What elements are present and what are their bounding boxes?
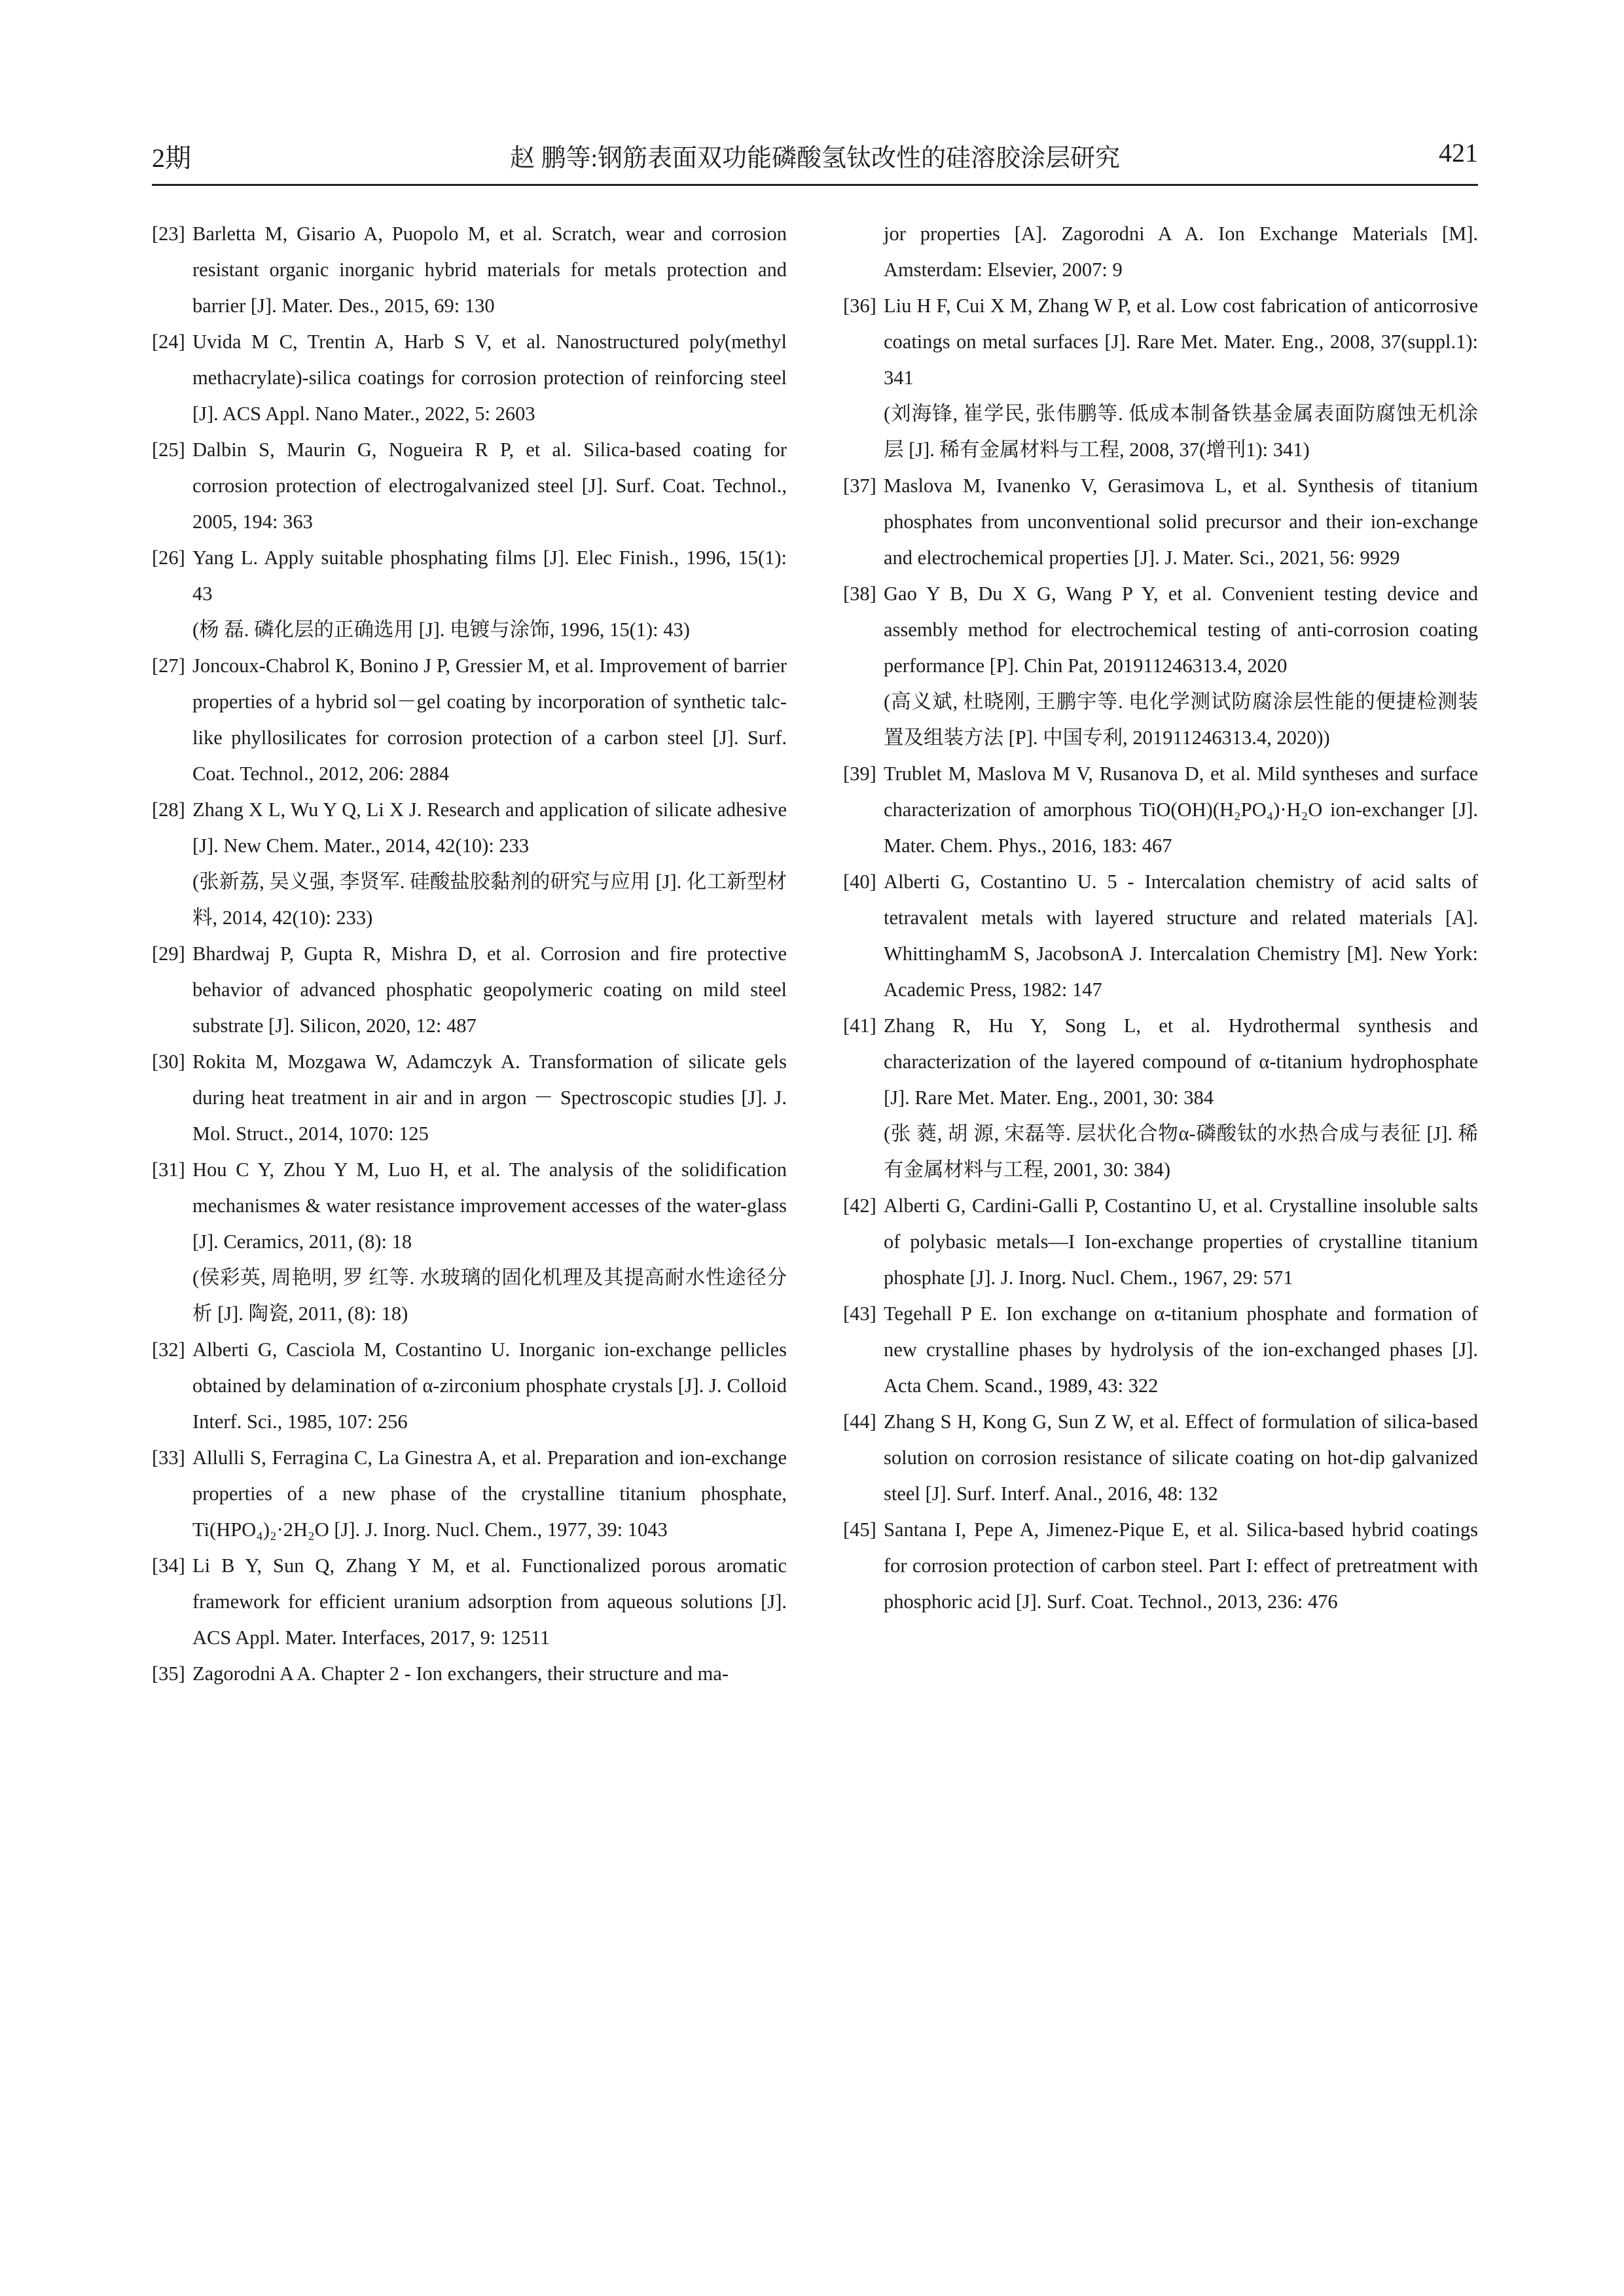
reference-text: Allulli S, Ferragina C, La Ginestra A, et al. Preparation and ion-exchange properties of a new phase of the crystalline titanium phosphate, Ti(HPO₄)₂·2H₂O [J]. J. Inorg. Nucl. Chem., 1977, 39: 1043	[192, 1446, 787, 1541]
reference-number: [35]	[152, 1662, 185, 1685]
reference-number: [37]	[843, 475, 876, 497]
reference-text: Uvida M C, Trentin A, Harb S V, et al. Nanostructured poly(methyl methacrylate)-silica coatings for corrosion protection of reinforcing steel [J]. ACS Appl. Nano Mater., 2022, 5: 2603	[192, 331, 787, 425]
reference-text: Zhang R, Hu Y, Song L, et al. Hydrothermal synthesis and characterization of the layered compound of α-titanium hydrophosphate [J]. Rare Met. Mater. Eng., 2001, 30: 384	[884, 1014, 1478, 1109]
reference-35	[152, 1656, 787, 1692]
reference-42	[843, 1188, 1478, 1296]
reference-text: Zhang X L, Wu Y Q, Li X J. Research and application of silicate adhesive [J]. New Chem. Mater., 2014, 42(10): 233	[192, 798, 787, 857]
reference-text: Yang L. Apply suitable phosphating films [J]. Elec Finish., 1996, 15(1): 43	[192, 547, 787, 605]
reference-30	[152, 1044, 787, 1152]
reference-text: Zhang S H, Kong G, Sun Z W, et al. Effect of formulation of silica-based solution on corrosion resistance of silicate coating on hot-dip galvanized steel [J]. Surf. Interf. Anal., 2016, 48: 132	[884, 1410, 1478, 1505]
reference-29	[152, 936, 787, 1044]
reference-text: Alberti G, Costantino U. 5 - Intercalation chemistry of acid salts of tetravalent metals with layered structure and related materials [A]. WhittinghamM S, JacobsonA J. Intercalation Chemistry [M]. New York: Academic Press, 1982: 147	[884, 870, 1478, 1001]
reference-40	[843, 864, 1478, 1008]
running-header	[152, 137, 1478, 183]
references-right-column	[843, 216, 1478, 1620]
reference-41	[843, 1008, 1478, 1188]
reference-44	[843, 1404, 1478, 1512]
reference-chinese: (侯彩英, 周艳明, 罗 红等. 水玻璃的固化机理及其提高耐水性途径分析 [J]. 陶瓷, 2011, (8): 18)	[192, 1266, 787, 1325]
reference-number: [32]	[152, 1338, 185, 1361]
reference-text: Dalbin S, Maurin G, Nogueira R P, et al. Silica-based coating for corrosion protection of electrogalvanized steel [J]. Surf. Coat. Technol., 2005, 194: 363	[192, 439, 787, 533]
reference-36	[843, 288, 1478, 468]
reference-text: Joncoux-Chabrol K, Bonino J P, Gressier M, et al. Improvement of barrier properties of a hybrid sol－gel coating by incorporation of synthetic talc-like phyllosilicates for corrosion protection of a carbon steel [J]. Surf. Coat. Technol., 2012, 206: 2884	[192, 655, 787, 785]
reference-number: [36]	[843, 295, 876, 317]
reference-number: [25]	[152, 439, 185, 461]
reference-24	[152, 324, 787, 432]
reference-text: Maslova M, Ivanenko V, Gerasimova L, et al. Synthesis of titanium phosphates from unconventional solid precursor and their ion-exchange and electrochemical properties [J]. J. Mater. Sci., 2021, 56: 9929	[884, 475, 1478, 569]
reference-text: Santana I, Pepe A, Jimenez-Pique E, et al. Silica-based hybrid coatings for corrosion protection of carbon steel. Part I: effect of pretreatment with phosphoric acid [J]. Surf. Coat. Technol., 2013, 236: 476	[884, 1518, 1478, 1613]
reference-35-continuation: jor properties [A]. Zagorodni A A. Ion Exchange Materials [M]. Amsterdam: Elsevier, 2007: 9	[884, 223, 1478, 281]
reference-number: [24]	[152, 331, 185, 353]
reference-45	[843, 1512, 1478, 1620]
reference-text: Rokita M, Mozgawa W, Adamczyk A. Transformation of silicate gels during heat treatment in air and in argon － Spectroscopic studies [J]. J. Mol. Struct., 2014, 1070: 125	[192, 1050, 787, 1145]
reference-number: [28]	[152, 798, 185, 821]
reference-number: [45]	[843, 1518, 876, 1541]
reference-28	[152, 792, 787, 936]
reference-number: [38]	[843, 583, 876, 605]
reference-number: [42]	[843, 1194, 876, 1217]
reference-text: Barletta M, Gisario A, Puopolo M, et al. Scratch, wear and corrosion resistant organic inorganic hybrid materials for metals protection and barrier [J]. Mater. Des., 2015, 69: 130	[192, 223, 787, 317]
reference-26	[152, 540, 787, 648]
reference-33	[152, 1440, 787, 1548]
reference-39	[843, 756, 1478, 864]
reference-34	[152, 1548, 787, 1656]
reference-text: Li B Y, Sun Q, Zhang Y M, et al. Functionalized porous aromatic framework for efficient uranium adsorption from aqueous solutions [J]. ACS Appl. Mater. Interfaces, 2017, 9: 12511	[192, 1554, 787, 1649]
reference-number: [40]	[843, 870, 876, 893]
reference-text: Gao Y B, Du X G, Wang P Y, et al. Convenient testing device and assembly method for electrochemical testing of anti-corrosion coating performance [P]. Chin Pat, 201911246313.4, 2020	[884, 583, 1478, 677]
reference-text: Hou C Y, Zhou Y M, Luo H, et al. The analysis of the solidification mechanismes & water resistance improvement accesses of the water-glass [J]. Ceramics, 2011, (8): 18	[192, 1158, 787, 1253]
reference-chinese: (刘海锋, 崔学民, 张伟鹏等. 低成本制备铁基金属表面防腐蚀无机涂层 [J]. 稀有金属材料与工程, 2008, 37(增刊1): 341)	[884, 403, 1478, 461]
reference-text: Trublet M, Maslova M V, Rusanova D, et al. Mild syntheses and surface characterization of amorphous TiO(OH)(H₂PO₄)·H₂O ion-exchanger [J]. Mater. Chem. Phys., 2016, 183: 467	[884, 762, 1478, 857]
reference-number: [30]	[152, 1050, 185, 1073]
reference-chinese: (张 蕤, 胡 源, 宋磊等. 层状化合物α-磷酸钛的水热合成与表征 [J]. 稀有金属材料与工程, 2001, 30: 384)	[884, 1122, 1478, 1181]
reference-37	[843, 468, 1478, 576]
reference-number: [39]	[843, 762, 876, 785]
reference-number: [44]	[843, 1410, 876, 1433]
reference-text: Zagorodni A A. Chapter 2 - Ion exchangers, their structure and ma-	[192, 1662, 729, 1685]
reference-text: Liu H F, Cui X M, Zhang W P, et al. Low cost fabrication of anticorrosive coatings on metal surfaces [J]. Rare Met. Mater. Eng., 2008, 37(suppl.1): 341	[884, 295, 1478, 389]
reference-31	[152, 1152, 787, 1332]
reference-text: Tegehall P E. Ion exchange on α-titanium phosphate and formation of new crystalline phases by hydrolysis of the ion-exchanged phases [J]. Acta Chem. Scand., 1989, 43: 322	[884, 1302, 1478, 1397]
header-rule	[152, 184, 1478, 186]
reference-text: Bhardwaj P, Gupta R, Mishra D, et al. Corrosion and fire protective behavior of advanced phosphatic geopolymeric coating on mild steel substrate [J]. Silicon, 2020, 12: 487	[192, 942, 787, 1037]
running-title: 赵 鹏等:钢筋表面双功能磷酸氢钛改性的硅溶胶涂层研究	[509, 145, 1121, 172]
reference-chinese: (张新荔, 吴义强, 李贤军. 硅酸盐胶黏剂的研究与应用 [J]. 化工新型材料, 2014, 42(10): 233)	[192, 870, 787, 929]
reference-number: [43]	[843, 1302, 876, 1325]
reference-27	[152, 648, 787, 792]
reference-number: [26]	[152, 547, 185, 569]
reference-text: Alberti G, Casciola M, Costantino U. Inorganic ion-exchange pellicles obtained by delamination of α-zirconium phosphate crystals [J]. J. Colloid Interf. Sci., 1985, 107: 256	[192, 1338, 787, 1433]
reference-number: [27]	[152, 655, 185, 677]
reference-25	[152, 432, 787, 540]
issue-label: 2期	[152, 143, 191, 173]
reference-number: [31]	[152, 1158, 185, 1181]
reference-number: [34]	[152, 1554, 185, 1577]
references-left-column	[152, 216, 787, 1692]
reference-43	[843, 1296, 1478, 1404]
reference-number: [33]	[152, 1446, 185, 1469]
reference-text: Alberti G, Cardini-Galli P, Costantino U, et al. Crystalline insoluble salts of polybasic metals—I Ion-exchange properties of crystalline titanium phosphate [J]. J. Inorg. Nucl. Chem., 1967, 29: 571	[884, 1194, 1478, 1289]
reference-32	[152, 1332, 787, 1440]
reference-number: [41]	[843, 1014, 876, 1037]
reference-23	[152, 216, 787, 324]
reference-chinese: (杨 磊. 磷化层的正确选用 [J]. 电镀与涂饰, 1996, 15(1): 43)	[192, 619, 690, 641]
reference-number: [29]	[152, 942, 185, 965]
reference-38	[843, 576, 1478, 756]
reference-chinese: (高义斌, 杜晓刚, 王鹏宇等. 电化学测试防腐涂层性能的便捷检测装置及组装方法 [P]. 中国专利, 201911246313.4, 2020))	[884, 691, 1478, 749]
page-number: 421	[1439, 138, 1478, 168]
reference-number: [23]	[152, 223, 185, 245]
